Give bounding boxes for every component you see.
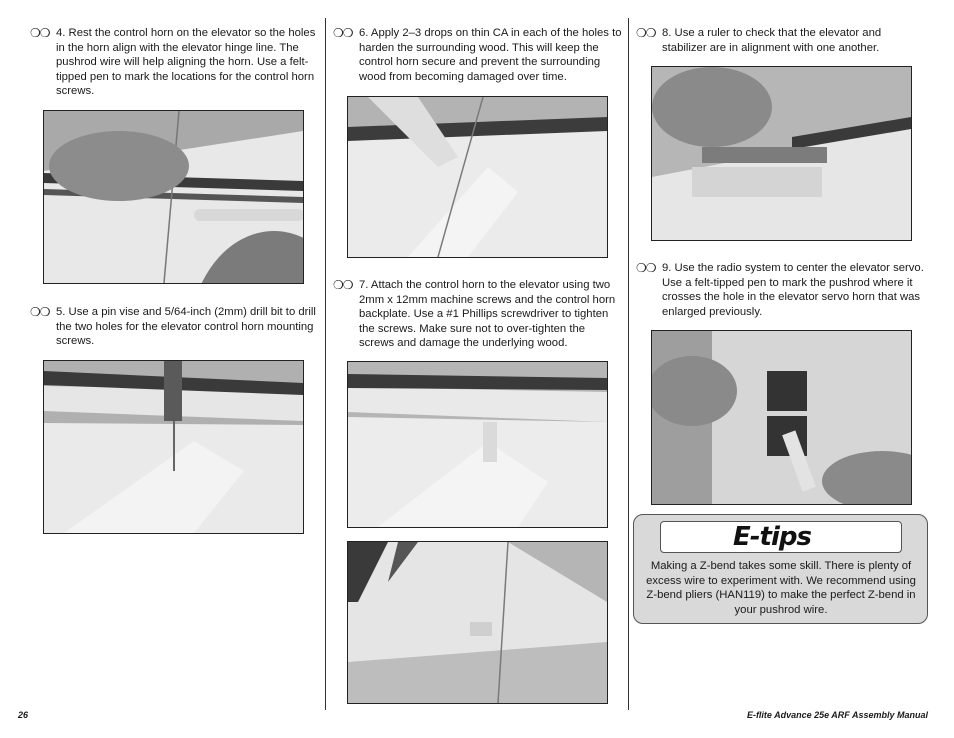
photo-step-8 [651,66,912,241]
checkbox-icons[interactable]: ❍❍ [333,26,353,40]
checkbox-icons[interactable]: ❍❍ [333,278,353,292]
photo-step-7-bottom [347,541,608,704]
tips-text: Making a Z-bend takes some skill. There is plenty of excess wire to experiment with. We recommend using Z-bend pliers (HAN119) to make the perfect Z-bend in your pushrod wire. [646,560,916,616]
photo-step-6 [347,96,608,258]
checkbox-icons[interactable]: ❍❍ [30,305,50,319]
column-divider-2 [628,18,629,710]
photo-step-7 [347,361,608,528]
step-5-text: 5. Use a pin vise and 5/64-inch (2mm) drill bit to drill the two holes for the elevator control horn mounting screws. [56,306,316,347]
step-7-text: 7. Attach the control horn to the elevator using two 2mm x 12mm machine screws and the control horn backplate. Use a #1 Phillips screwdriver to tighten the screws. Make sure not to over-tighten the screws and damage the underlying wood. [359,279,616,349]
tips-box [633,514,928,624]
step-9-text: 9. Use the radio system to center the elevator servo. Use a felt-tipped pen to mark the pushrod where it crosses the hole in the elevator servo horn that was enlarged previously. [662,262,924,318]
checkbox-icons[interactable]: ❍❍ [30,26,50,40]
step-4-text: 4. Rest the control horn on the elevator so the holes in the horn align with the elevator hinge line. The pushrod wire will help aligning the horn. Use a felt-tipped pen to mark the locations for the control horn screws. [56,27,316,97]
step-8-text: 8. Use a ruler to check that the elevator and stabilizer are in alignment with one another. [662,27,882,54]
photo-step-4 [43,110,304,284]
tips-banner [660,521,902,553]
tips-logo: E-tips [733,522,811,552]
photo-step-5 [43,360,304,534]
photo-step-9 [651,330,912,505]
page-number: 26 [18,710,29,720]
checkbox-icons[interactable]: ❍❍ [636,26,656,40]
column-divider-1 [325,18,326,710]
manual-title: E-flite Advance 25e ARF Assembly Manual [746,710,928,720]
checkbox-icons[interactable]: ❍❍ [636,261,656,275]
step-6-text: 6. Apply 2–3 drops on thin CA in each of the holes to harden the surrounding wood. This will keep the control horn secure and prevent the surrounding wood from becoming damaged over time. [359,27,622,83]
